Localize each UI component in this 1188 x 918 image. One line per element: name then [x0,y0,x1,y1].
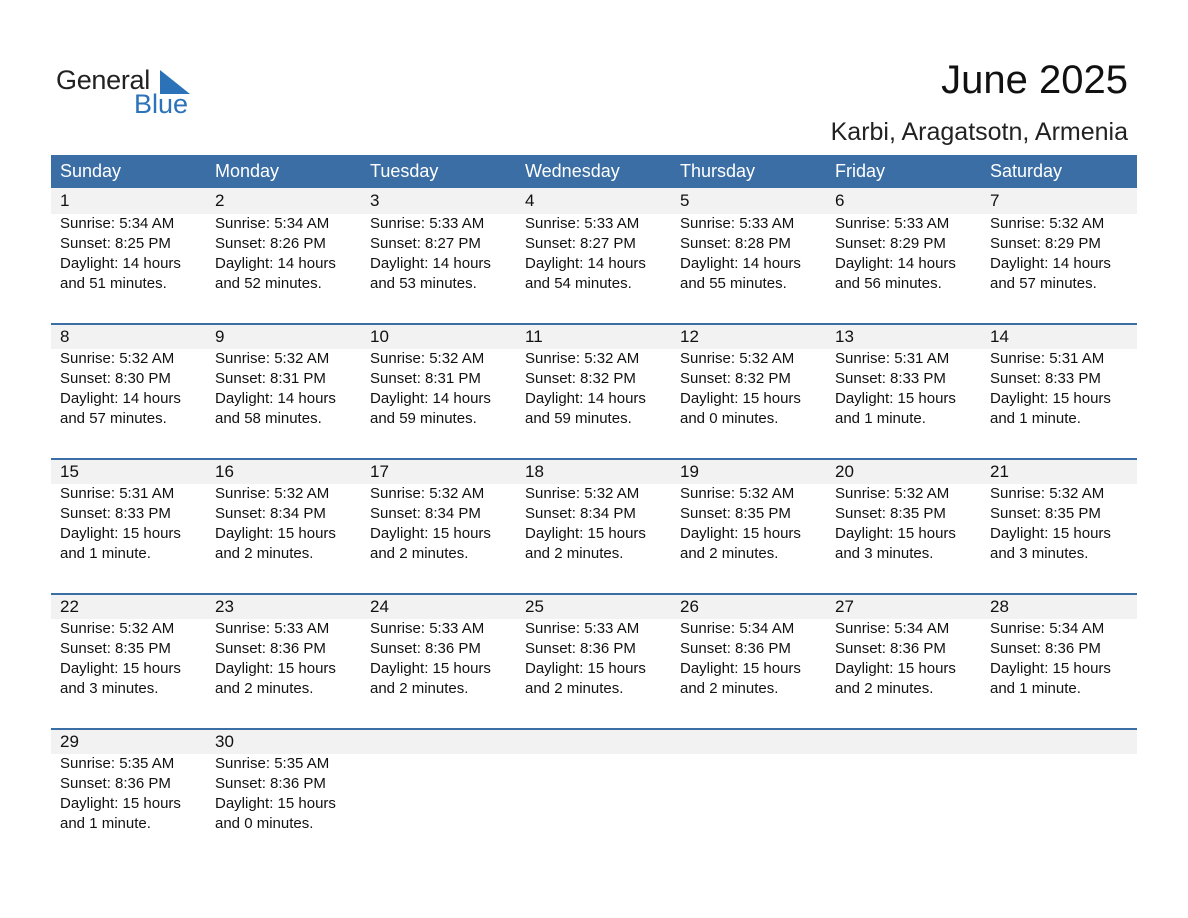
logo-word-general: General [56,65,150,95]
day-cell [206,188,361,294]
empty-day-cell [826,730,981,834]
sunset-time: Sunset: 8:36 PM [370,640,481,657]
sunset-time: Sunset: 8:33 PM [835,370,946,387]
daylight-hours: Daylight: 15 hours [60,525,181,542]
sunset-time: Sunset: 8:34 PM [215,505,326,522]
daylight-minutes: and 1 minute. [60,545,151,562]
day-cell [671,325,826,429]
daylight-minutes: and 2 minutes. [370,545,469,562]
empty-day-cell [361,730,516,834]
day-number: 19 [680,462,699,481]
weekday-sunday: Sunday [60,161,122,181]
sunrise-time: Sunrise: 5:32 AM [680,350,795,367]
daylight-minutes: and 3 minutes. [990,545,1089,562]
daylight-minutes: and 2 minutes. [525,545,624,562]
day-cell [206,460,361,564]
daylight-hours: Daylight: 14 hours [60,255,181,272]
daylight-minutes: and 1 minute. [990,680,1081,697]
daylight-hours: Daylight: 15 hours [215,795,336,812]
empty-day-cell [516,730,671,834]
sunset-time: Sunset: 8:31 PM [215,370,326,387]
day-number: 5 [680,191,690,210]
week-days [51,460,1137,564]
sunset-time: Sunset: 8:36 PM [990,640,1101,657]
daylight-hours: Daylight: 14 hours [215,390,336,407]
sunrise-time: Sunrise: 5:32 AM [680,485,795,502]
day-number: 29 [60,732,79,751]
day-cell [516,325,671,429]
day-cell [981,325,1137,429]
sunset-time: Sunset: 8:35 PM [680,505,791,522]
sunset-time: Sunset: 8:35 PM [990,505,1101,522]
daylight-minutes: and 2 minutes. [835,680,934,697]
weekday-wednesday: Wednesday [525,161,620,181]
daylight-hours: Daylight: 14 hours [680,255,801,272]
daylight-hours: Daylight: 14 hours [370,390,491,407]
daylight-minutes: and 2 minutes. [370,680,469,697]
sunrise-time: Sunrise: 5:32 AM [525,485,640,502]
daylight-minutes: and 1 minute. [60,815,151,832]
day-cell [51,595,206,699]
day-number: 17 [370,462,389,481]
daylight-hours: Daylight: 14 hours [525,255,646,272]
daylight-hours: Daylight: 15 hours [60,795,181,812]
day-number: 3 [370,191,380,210]
calendar-grid [51,155,1137,863]
sunset-time: Sunset: 8:36 PM [680,640,791,657]
day-cell [671,595,826,699]
day-number: 15 [60,462,79,481]
day-cell [361,595,516,699]
daylight-hours: Daylight: 15 hours [680,660,801,677]
sunset-time: Sunset: 8:29 PM [835,235,946,252]
sunset-time: Sunset: 8:33 PM [60,505,171,522]
sunset-time: Sunset: 8:31 PM [370,370,481,387]
sunset-time: Sunset: 8:34 PM [370,505,481,522]
sunrise-time: Sunrise: 5:32 AM [835,485,950,502]
location-subtitle: Karbi, Aragatsotn, Armenia [830,118,1128,146]
day-cell [206,325,361,429]
day-cell [826,595,981,699]
day-number: 24 [370,597,389,616]
day-cell [981,188,1137,294]
day-cell [51,188,206,294]
day-cell [826,188,981,294]
daylight-minutes: and 59 minutes. [370,410,477,427]
sunrise-time: Sunrise: 5:34 AM [215,215,330,232]
weekday-monday: Monday [215,161,280,181]
day-number: 12 [680,327,699,346]
daylight-hours: Daylight: 14 hours [370,255,491,272]
daylight-minutes: and 54 minutes. [525,275,632,292]
daylight-minutes: and 0 minutes. [215,815,314,832]
day-number: 13 [835,327,854,346]
week-days [51,730,1137,834]
day-number: 27 [835,597,854,616]
day-cell [206,730,361,834]
sunrise-time: Sunrise: 5:32 AM [215,485,330,502]
daylight-hours: Daylight: 15 hours [990,390,1111,407]
calendar-week [51,728,1137,863]
logo-word-blue: Blue [134,89,189,119]
sunset-time: Sunset: 8:25 PM [60,235,171,252]
day-cell [51,460,206,564]
sunrise-time: Sunrise: 5:33 AM [525,620,640,637]
day-cell [981,595,1137,699]
daylight-hours: Daylight: 15 hours [835,390,956,407]
daylight-minutes: and 2 minutes. [215,545,314,562]
weekday-saturday: Saturday [990,161,1063,181]
daylight-hours: Daylight: 15 hours [525,660,646,677]
day-cell [516,460,671,564]
sunrise-time: Sunrise: 5:34 AM [835,620,950,637]
sunrise-time: Sunrise: 5:35 AM [215,755,330,772]
day-number: 8 [60,327,70,346]
sunrise-time: Sunrise: 5:35 AM [60,755,175,772]
daylight-minutes: and 57 minutes. [60,410,167,427]
sunrise-time: Sunrise: 5:32 AM [990,215,1105,232]
daylight-hours: Daylight: 14 hours [60,390,181,407]
page-title: June 2025 [941,58,1128,102]
daylight-hours: Daylight: 14 hours [990,255,1111,272]
daylight-hours: Daylight: 15 hours [370,660,491,677]
daylight-minutes: and 2 minutes. [680,545,779,562]
day-number: 4 [525,191,535,210]
daylight-hours: Daylight: 14 hours [835,255,956,272]
sunrise-time: Sunrise: 5:32 AM [370,350,485,367]
day-number: 26 [680,597,699,616]
day-cell [51,730,206,834]
day-number: 2 [215,191,225,210]
daylight-minutes: and 0 minutes. [680,410,779,427]
sunrise-time: Sunrise: 5:34 AM [60,215,175,232]
day-cell [361,188,516,294]
daylight-minutes: and 3 minutes. [835,545,934,562]
day-number: 9 [215,327,225,346]
sunrise-time: Sunrise: 5:31 AM [60,485,175,502]
day-cell [516,595,671,699]
day-number: 1 [60,191,70,210]
daylight-hours: Daylight: 15 hours [835,660,956,677]
sunset-time: Sunset: 8:33 PM [990,370,1101,387]
day-number: 20 [835,462,854,481]
sunset-time: Sunset: 8:36 PM [525,640,636,657]
day-cell [826,460,981,564]
empty-day-cell [671,730,826,834]
sunrise-time: Sunrise: 5:34 AM [680,620,795,637]
sunrise-time: Sunrise: 5:32 AM [990,485,1105,502]
calendar-week [51,188,1137,323]
daylight-minutes: and 3 minutes. [60,680,159,697]
sunrise-time: Sunrise: 5:31 AM [990,350,1105,367]
sunset-time: Sunset: 8:28 PM [680,235,791,252]
daylight-hours: Daylight: 15 hours [990,660,1111,677]
daylight-minutes: and 2 minutes. [680,680,779,697]
sunset-time: Sunset: 8:32 PM [680,370,791,387]
day-cell [981,460,1137,564]
day-number: 28 [990,597,1009,616]
calendar-week [51,593,1137,728]
daylight-minutes: and 57 minutes. [990,275,1097,292]
daylight-hours: Daylight: 15 hours [680,525,801,542]
sunset-time: Sunset: 8:32 PM [525,370,636,387]
daylight-hours: Daylight: 14 hours [525,390,646,407]
daylight-minutes: and 1 minute. [835,410,926,427]
sunrise-time: Sunrise: 5:32 AM [215,350,330,367]
day-number: 18 [525,462,544,481]
sunrise-time: Sunrise: 5:33 AM [835,215,950,232]
week-days [51,188,1137,294]
sunrise-time: Sunrise: 5:33 AM [370,215,485,232]
sunset-time: Sunset: 8:36 PM [60,775,171,792]
sunrise-time: Sunrise: 5:33 AM [370,620,485,637]
sunrise-time: Sunrise: 5:33 AM [680,215,795,232]
weekday-thursday: Thursday [680,161,756,181]
day-number: 16 [215,462,234,481]
day-number: 11 [525,327,543,346]
sunset-time: Sunset: 8:30 PM [60,370,171,387]
sunset-time: Sunset: 8:36 PM [215,775,326,792]
day-number: 10 [370,327,389,346]
daylight-minutes: and 53 minutes. [370,275,477,292]
sunrise-time: Sunrise: 5:33 AM [215,620,330,637]
week-days [51,595,1137,699]
weekday-header [51,155,1137,188]
calendar-week [51,458,1137,593]
daylight-hours: Daylight: 15 hours [215,525,336,542]
day-number: 7 [990,191,1000,210]
day-cell [51,325,206,429]
generalblue-logo [56,64,206,120]
daylight-minutes: and 56 minutes. [835,275,942,292]
daylight-minutes: and 52 minutes. [215,275,322,292]
daylight-hours: Daylight: 15 hours [215,660,336,677]
sunset-time: Sunset: 8:27 PM [525,235,636,252]
day-number: 6 [835,191,845,210]
day-cell [361,460,516,564]
daylight-hours: Daylight: 15 hours [990,525,1111,542]
sunset-time: Sunset: 8:26 PM [215,235,326,252]
day-cell [206,595,361,699]
daylight-hours: Daylight: 15 hours [60,660,181,677]
day-number: 30 [215,732,234,751]
day-number: 22 [60,597,79,616]
day-cell [671,188,826,294]
sunset-time: Sunset: 8:35 PM [835,505,946,522]
day-number: 21 [990,462,1009,481]
weekday-friday: Friday [835,161,886,181]
daylight-hours: Daylight: 14 hours [215,255,336,272]
sunset-time: Sunset: 8:34 PM [525,505,636,522]
day-number: 25 [525,597,544,616]
empty-day-cell [981,730,1137,834]
calendar-week [51,323,1137,458]
daylight-hours: Daylight: 15 hours [835,525,956,542]
daylight-minutes: and 2 minutes. [525,680,624,697]
daylight-minutes: and 55 minutes. [680,275,787,292]
sunset-time: Sunset: 8:36 PM [835,640,946,657]
sunrise-time: Sunrise: 5:31 AM [835,350,950,367]
sunset-time: Sunset: 8:36 PM [215,640,326,657]
day-cell [826,325,981,429]
week-days [51,325,1137,429]
weekday-tuesday: Tuesday [370,161,439,181]
sunset-time: Sunset: 8:27 PM [370,235,481,252]
calendar-weeks [51,188,1137,863]
day-number: 14 [990,327,1009,346]
daylight-hours: Daylight: 15 hours [525,525,646,542]
day-number: 23 [215,597,234,616]
daylight-minutes: and 58 minutes. [215,410,322,427]
daylight-minutes: and 2 minutes. [215,680,314,697]
sunrise-time: Sunrise: 5:32 AM [525,350,640,367]
sunset-time: Sunset: 8:29 PM [990,235,1101,252]
day-cell [361,325,516,429]
daylight-hours: Daylight: 15 hours [680,390,801,407]
day-cell [516,188,671,294]
daylight-hours: Daylight: 15 hours [370,525,491,542]
sunrise-time: Sunrise: 5:34 AM [990,620,1105,637]
daylight-minutes: and 59 minutes. [525,410,632,427]
day-cell [671,460,826,564]
daylight-minutes: and 51 minutes. [60,275,167,292]
sunrise-time: Sunrise: 5:32 AM [60,350,175,367]
sunrise-time: Sunrise: 5:32 AM [60,620,175,637]
daylight-minutes: and 1 minute. [990,410,1081,427]
sunset-time: Sunset: 8:35 PM [60,640,171,657]
sunrise-time: Sunrise: 5:33 AM [525,215,640,232]
sunrise-time: Sunrise: 5:32 AM [370,485,485,502]
